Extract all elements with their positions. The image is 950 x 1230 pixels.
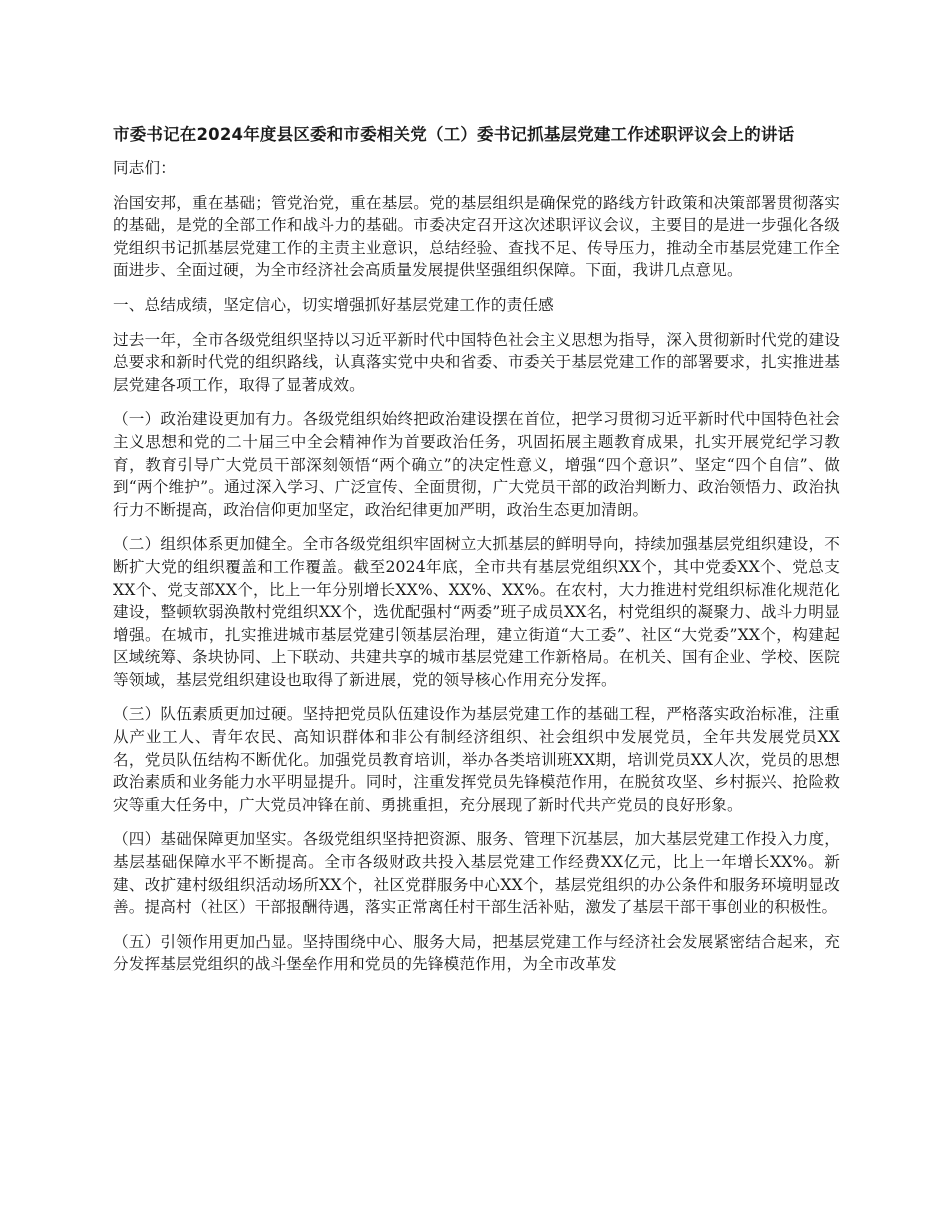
paragraph-leading-role: （五）引领作用更加凸显。坚持围绕中心、服务大局，把基层党建工作与经济社会发展紧密结合起来，充分发挥基层党组织的战斗堡垒作用和党员的先锋模范作用，为全市改革发 (113, 932, 840, 974)
salutation: 同志们： (113, 159, 176, 177)
section-heading-1: 一、总结成绩，坚定信心，切实增强抓好基层党建工作的责任感 (113, 295, 554, 314)
paragraph-overview: 过去一年，全市各级党组织坚持以习近平新时代中国特色社会主义思想为指导，深入贯彻新时代党的建设总要求和新时代党的组织路线，认真落实党中央和省委、市委关于基层党建工作的部署要求，扎实推进基层党建各项工作，取得了显著成效。 (113, 330, 840, 394)
document-page (113, 122, 840, 988)
paragraph-intro: 治国安邦，重在基础；管党治党，重在基层。党的基层组织是确保党的路线方针政策和决策部署贯彻落实的基础，是党的全部工作和战斗力的基础。市委决定召开这次述职评议会议，主要目的是进一步强化各级党组织书记抓基层党建工作的主责主业意识，总结经验、查找不足、传导压力，推动全市基层党建工作全面进步、全面过硬，为全市经济社会高质量发展提供坚强组织保障。下面，我讲几点意见。 (113, 193, 840, 280)
document-title: 市委书记在2024年度县区委和市委相关党（工）委书记抓基层党建工作述职评议会上的讲话 (113, 125, 795, 144)
paragraph-political-building: （一）政治建设更加有力。各级党组织始终把政治建设摆在首位，把学习贯彻习近平新时代中国特色社会主义思想和党的二十届三中全会精神作为首要政治任务，巩固拓展主题教育成果，扎实开展党纪学习教育，教育引导广大党员干部深刻领悟“两个确立”的决定性意义，增强“四个意识”、坚定“四个自信”、做到“两个维护”。通过深入学习、广泛宣传、全面贯彻，广大党员干部的政治判断力、政治领悟力、政治执行力不断提高，政治信仰更加坚定，政治纪律更加严明，政治生态更加清朗。 (113, 410, 840, 519)
paragraph-organization-system: （二）组织体系更加健全。全市各级党组织牢固树立大抓基层的鲜明导向，持续加强基层党组织建设，不断扩大党的组织覆盖和工作覆盖。截至2024年底，全市共有基层党组织XX个，其中党委XX个、党总支XX个、党支部XX个，比上一年分别增长XX%、XX%、XX%。在农村，大力推进村党组织标准化规范化建设，整顿软弱涣散村党组织XX个，选优配强村“两委”班子成员XX名，村党组织的凝聚力、战斗力明显增强。在城市，扎实推进城市基层党建引领基层治理，建立街道“大工委”、社区“大党委”XX个，构建起区域统筹、条块协同、上下联动、共建共享的城市基层党建工作新格局。在机关、国有企业、学校、医院等领域，基层党组织建设也取得了新进展，党的领导核心作用充分发挥。 (113, 535, 840, 689)
paragraph-team-quality: （三）队伍素质更加过硬。坚持把党员队伍建设作为基层党建工作的基础工程，严格落实政治标准，注重从产业工人、青年农民、高知识群体和非公有制经济组织、社会组织中发展党员，全年共发展党员XX名，党员队伍结构不断优化。加强党员教育培训，举办各类培训班XX期，培训党员XX人次，党员的思想政治素质和业务能力水平明显提升。同时，注重发挥党员先锋模范作用，在脱贫攻坚、乡村振兴、抢险救灾等重大任务中，广大党员冲锋在前、勇挑重担，充分展现了新时代共产党员的良好形象。 (113, 705, 840, 814)
paragraph-basic-guarantee: （四）基础保障更加坚实。各级党组织坚持把资源、服务、管理下沉基层，加大基层党建工作投入力度，基层基础保障水平不断提高。全市各级财政共投入基层党建工作经费XX亿元，比上一年增长XX%。新建、改扩建村级组织活动场所XX个，社区党群服务中心XX个，基层党组织的办公条件和服务环境明显改善。提高村（社区）干部报酬待遇，落实正常离任村干部生活补贴，激发了基层干部干事创业的积极性。 (113, 830, 840, 917)
